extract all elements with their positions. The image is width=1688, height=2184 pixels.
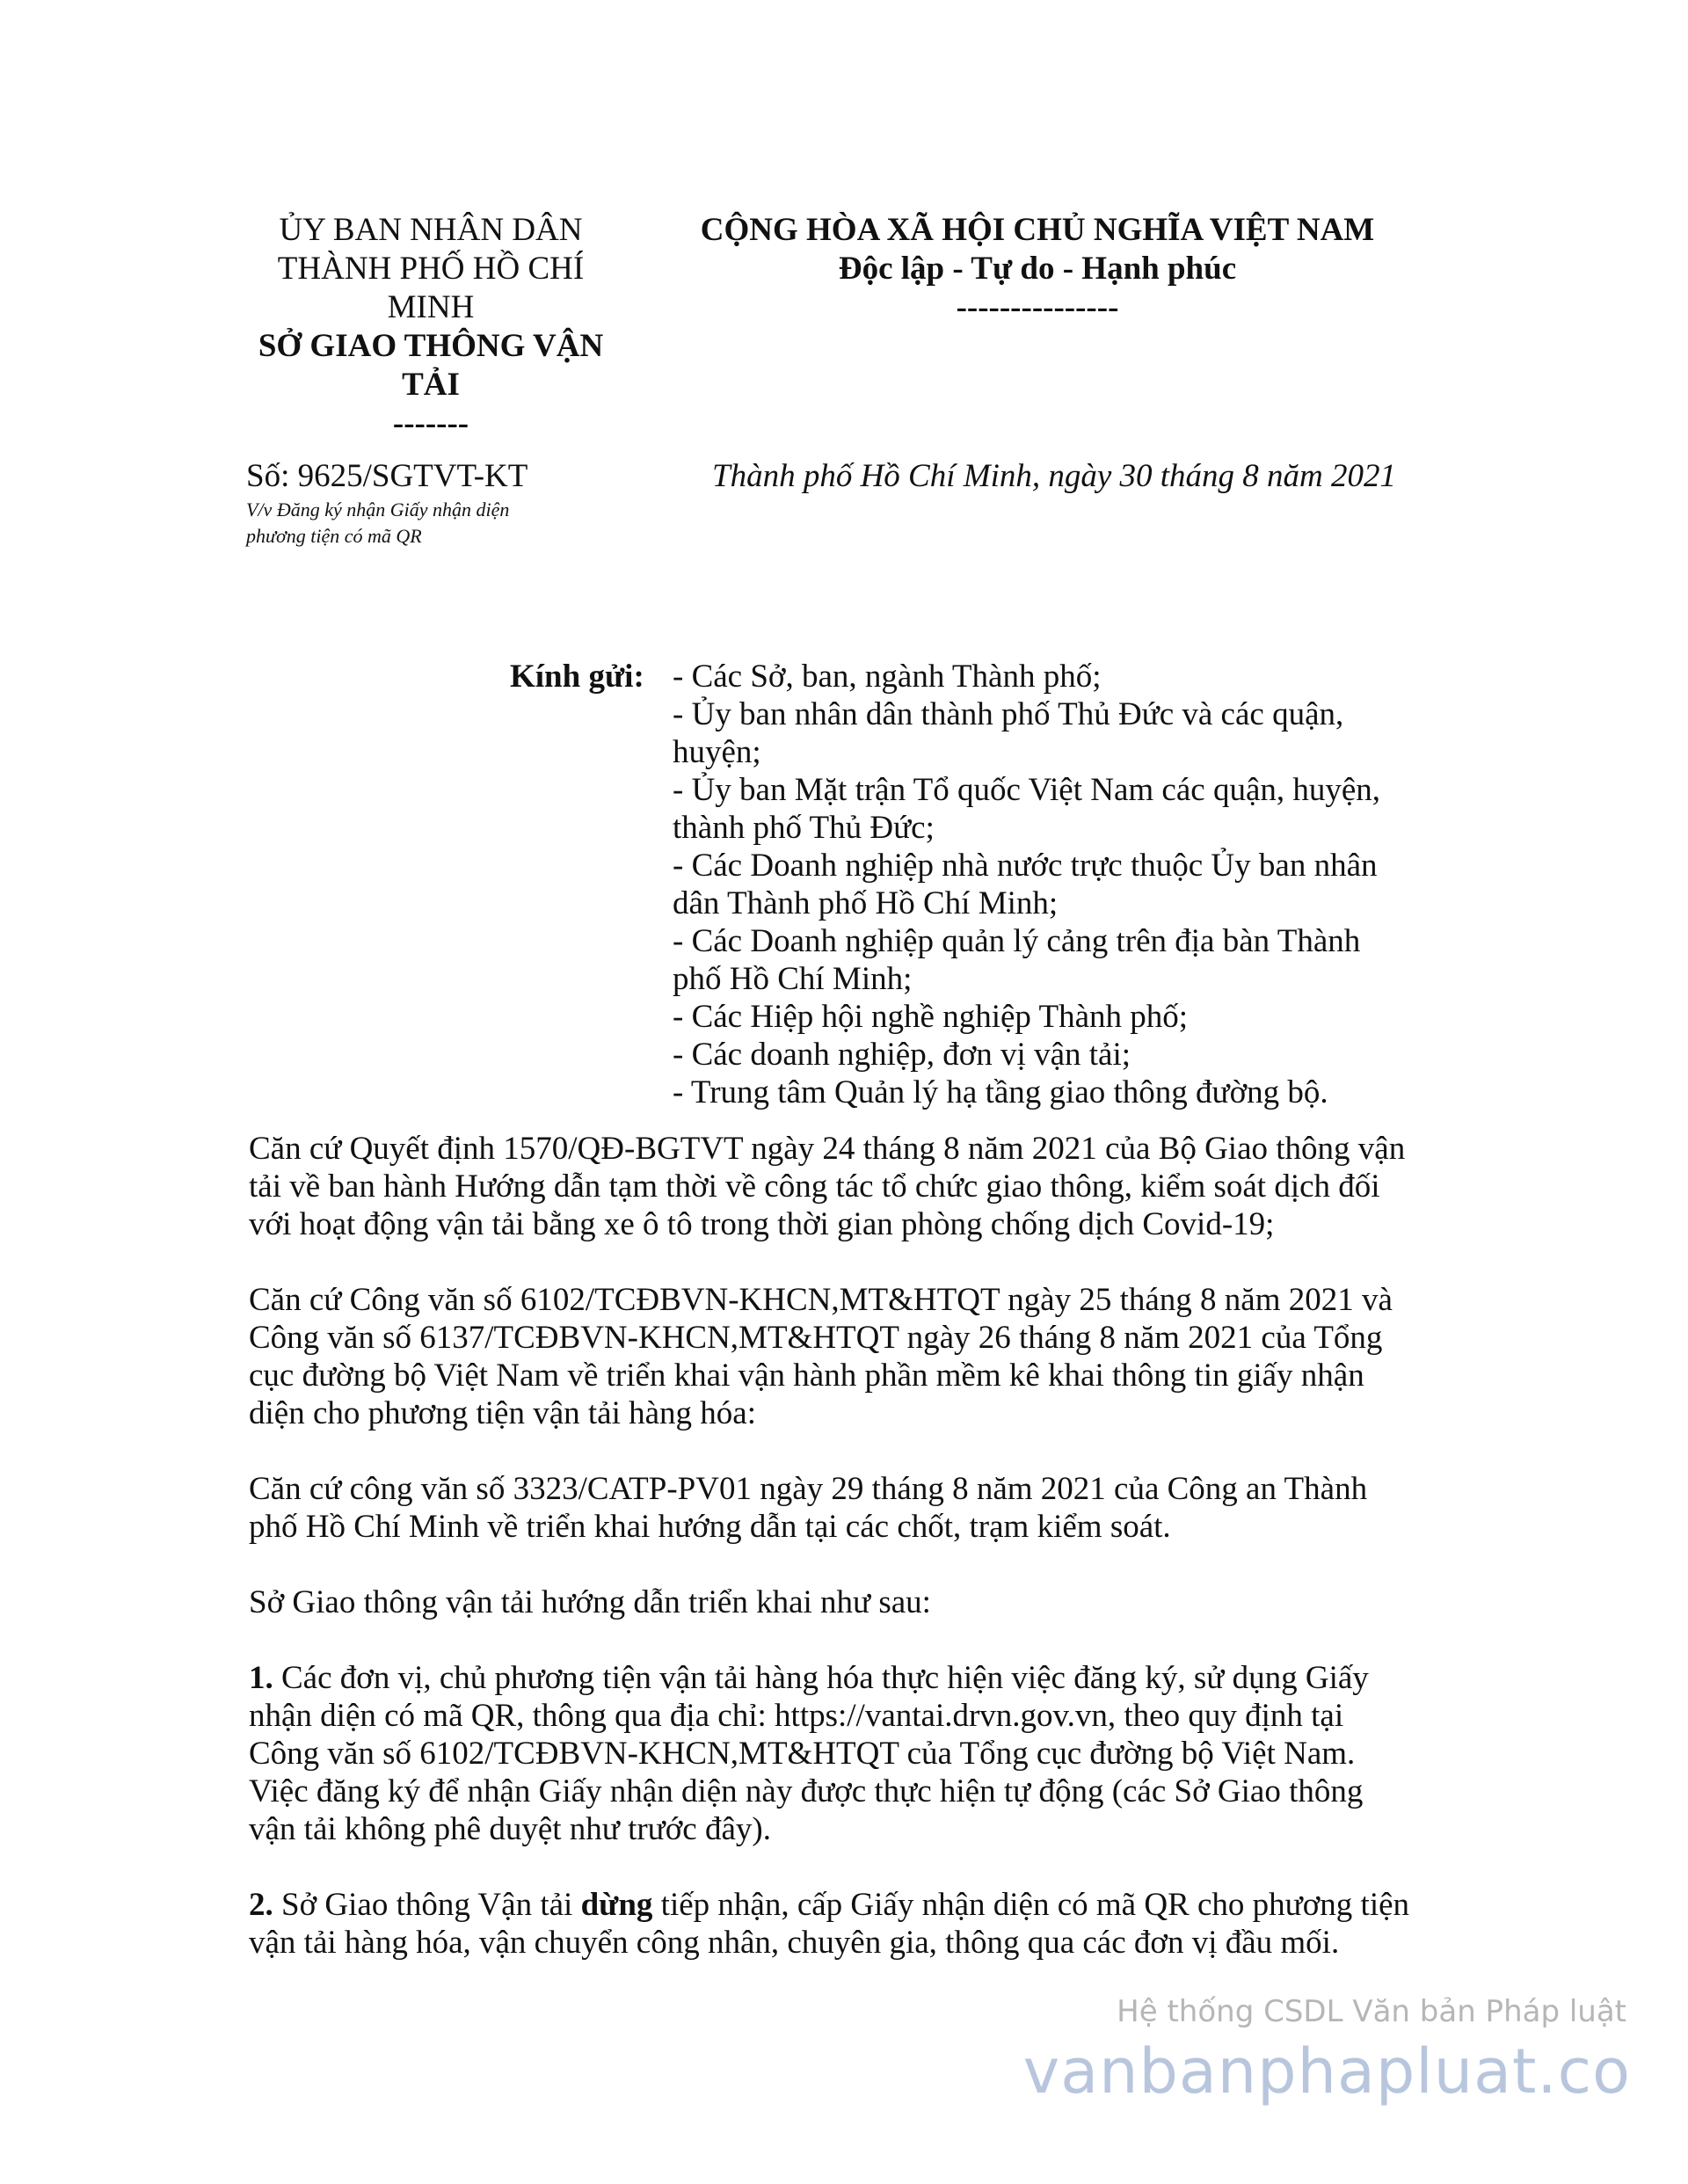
- recipient-line: - Các Doanh nghiệp quản lý cảng trên địa bàn Thành: [673, 923, 1361, 959]
- recipient-line: - Các doanh nghiệp, đơn vị vận tải;: [673, 1037, 1131, 1073]
- body-line: Các đơn vị, chủ phương tiện vận tải hàng hóa thực hiện việc đăng ký, sử dụng Giấy: [273, 1660, 1369, 1696]
- national-header: [651, 211, 1424, 327]
- body-line: Công văn số 6137/TCĐBVN-KHCN,MT&HTQT ngày 26 tháng 8 năm 2021 của Tổng: [249, 1320, 1383, 1356]
- nation-rule: ---------------: [956, 289, 1119, 325]
- body-line: với hoạt động vận tải bằng xe ô tô trong thời gian phòng chống dịch Covid-19;: [249, 1206, 1275, 1242]
- item-number: 1.: [249, 1660, 273, 1696]
- emphasis-text: dừng: [580, 1887, 653, 1923]
- guidance-intro: Sở Giao thông vận tải hướng dẫn triển khai như sau:: [249, 1584, 931, 1620]
- agency-line-2: THÀNH PHỐ HỒ CHÍ: [277, 251, 585, 287]
- body-line: vận tải hàng hóa, vận chuyển công nhân, chuyên gia, thông qua các đơn vị đầu mối.: [249, 1925, 1340, 1961]
- item-number: 2.: [249, 1887, 273, 1923]
- agency-rule: -------: [392, 405, 469, 441]
- legal-basis-paragraph-1: [249, 1130, 1444, 1243]
- body-line: Căn cứ Công văn số 6102/TCĐBVN-KHCN,MT&HTQT ngày 25 tháng 8 năm 2021 và: [249, 1282, 1393, 1318]
- place-date-line: Thành phố Hồ Chí Minh, ngày 30 tháng 8 năm 2021: [712, 458, 1397, 494]
- document-body: [249, 1130, 1444, 1999]
- body-line: phố Hồ Chí Minh về triển khai hướng dẫn tại các chốt, trạm kiểm soát.: [249, 1509, 1171, 1545]
- recipient-line: thành phố Thủ Đức;: [673, 810, 935, 846]
- body-text: tiếp nhận, cấp Giấy nhận diện có mã QR cho phương tiện: [652, 1887, 1410, 1923]
- body-line: diện cho phương tiện vận tải hàng hóa:: [249, 1395, 757, 1431]
- document-subject: [246, 497, 580, 550]
- agency-line-1: ỦY BAN NHÂN DÂN: [279, 212, 583, 248]
- agency-line-3: MINH: [387, 289, 475, 325]
- document-number: Số: 9625/SGTVT-KT: [246, 458, 528, 494]
- recipient-line: dân Thành phố Hồ Chí Minh;: [673, 885, 1059, 921]
- subject-line-1: V/v Đăng ký nhận Giấy nhận diện: [246, 499, 510, 521]
- nation-title: CỘNG HÒA XÃ HỘI CHỦ NGHĨA VIỆT NAM: [700, 212, 1375, 248]
- recipient-line: - Các Hiệp hội nghề nghiệp Thành phố;: [673, 999, 1189, 1035]
- recipient-line: - Các Doanh nghiệp nhà nước trực thuộc Ủy ban nhân: [673, 848, 1378, 884]
- body-line: Căn cứ công văn số 3323/CATP-PV01 ngày 29 tháng 8 năm 2021 của Công an Thành: [249, 1471, 1368, 1507]
- department-line-2: TẢI: [402, 367, 460, 403]
- guidance-item-1: [249, 1659, 1444, 1848]
- department-line-1: SỞ GIAO THÔNG VẬN: [258, 328, 604, 364]
- recipient-line: - Trung tâm Quản lý hạ tầng giao thông đường bộ.: [673, 1074, 1328, 1110]
- legal-basis-paragraph-3: [249, 1470, 1444, 1546]
- recipient-line: - Các Sở, ban, ngành Thành phố;: [673, 659, 1102, 695]
- body-line: Công văn số 6102/TCĐBVN-KHCN,MT&HTQT của Tổng cục đường bộ Việt Nam.: [249, 1736, 1356, 1772]
- subject-line-2: phương tiện có mã QR: [246, 525, 422, 547]
- recipient-line: phố Hồ Chí Minh;: [673, 961, 913, 997]
- recipients-list: [673, 658, 1420, 1111]
- watermark-site: vanbanphapluat.co: [1022, 2035, 1631, 2108]
- recipient-line: - Ủy ban nhân dân thành phố Thủ Đức và các quận,: [673, 696, 1344, 732]
- nation-motto: Độc lập - Tự do - Hạnh phúc: [838, 251, 1237, 287]
- body-line: vận tải không phê duyệt như trước đây).: [249, 1811, 771, 1847]
- body-line: nhận diện có mã QR, thông qua địa chỉ: https://vantai.drvn.gov.vn, theo quy định tại: [249, 1698, 1344, 1734]
- legal-basis-paragraph-2: [249, 1281, 1444, 1432]
- body-line: Căn cứ Quyết định 1570/QĐ-BGTVT ngày 24 tháng 8 năm 2021 của Bộ Giao thông vận: [249, 1131, 1406, 1167]
- body-text: Sở Giao thông Vận tải: [273, 1887, 581, 1923]
- body-line: tải về ban hành Hướng dẫn tạm thời về công tác tổ chức giao thông, kiểm soát dịch đối: [249, 1168, 1380, 1205]
- recipient-line: huyện;: [673, 734, 761, 770]
- recipients-label: Kính gửi:: [510, 659, 644, 695]
- body-line: Việc đăng ký để nhận Giấy nhận diện này được thực hiện tự động (các Sở Giao thông: [249, 1773, 1364, 1809]
- guidance-item-2: [249, 1886, 1444, 1962]
- recipient-line: - Ủy ban Mặt trận Tổ quốc Việt Nam các quận, huyện,: [673, 772, 1381, 808]
- watermark-caption: Hệ thống CSDL Văn bản Pháp luật: [1117, 1994, 1626, 2029]
- body-line: cục đường bộ Việt Nam về triển khai vận hành phần mềm kê khai thông tin giấy nhận: [249, 1358, 1364, 1394]
- issuing-agency: [211, 211, 651, 443]
